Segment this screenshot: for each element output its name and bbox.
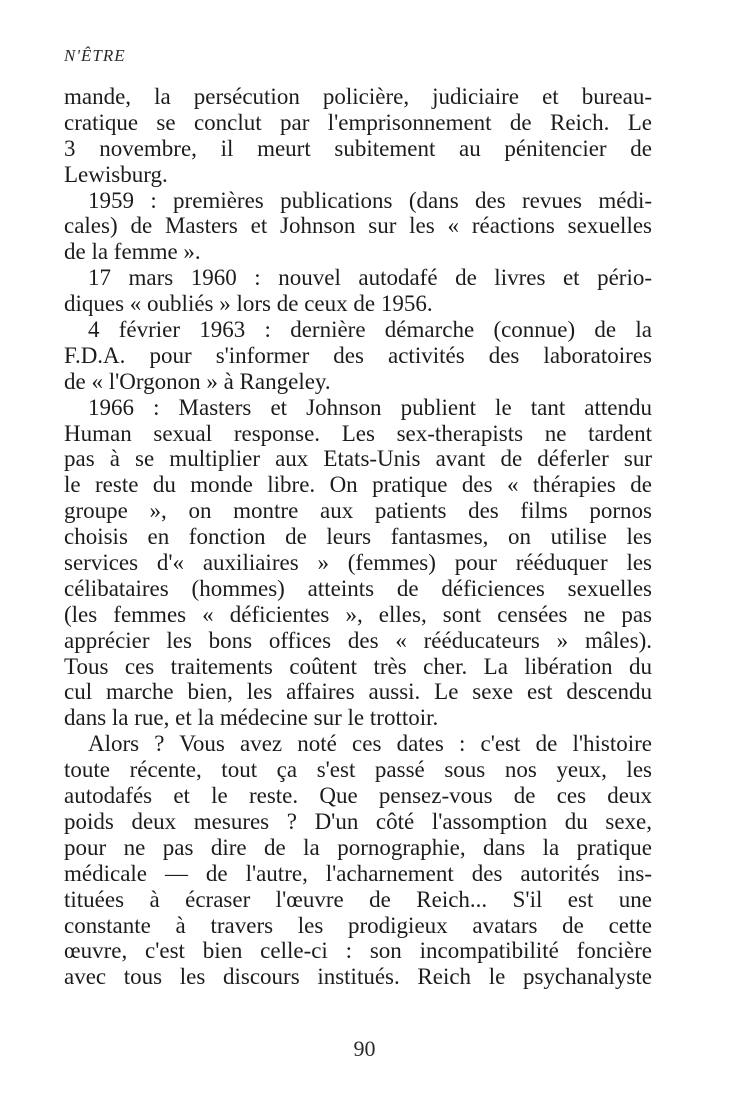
- text-line: médicale — de l'autre, l'acharnement des autorités ins-: [64, 860, 652, 886]
- text-line: (les femmes « déficientes », elles, sont censées ne pas: [64, 601, 652, 627]
- text-line: apprécier les bons offices des « rééducateurs » mâles).: [64, 627, 652, 653]
- text-line: de « l'Orgonon » à Rangeley.: [64, 368, 331, 394]
- text-line: poids deux mesures ? D'un côté l'assomption du sexe,: [64, 808, 652, 834]
- text-line: Lewisburg.: [64, 161, 168, 187]
- text-line: cul marche bien, les affaires aussi. Le sexe est descendu: [64, 679, 652, 705]
- text-line: autodafés et le reste. Que pensez-vous de ces deux: [64, 783, 652, 809]
- text-line: diques « oubliés » lors de ceux de 1956.: [64, 291, 433, 317]
- text-line: célibataires (hommes) atteints de déficiences sexuelles: [64, 575, 652, 601]
- text-line: 1959 : premières publications (dans des revues médi-: [88, 187, 652, 213]
- text-line: 1966 : Masters et Johnson publient le tant attendu: [88, 394, 652, 420]
- running-head: N'ÊTRE: [64, 46, 126, 65]
- text-line: Alors ? Vous avez noté ces dates : c'est de l'histoire: [88, 731, 652, 757]
- text-line: 3 novembre, il meurt subitement au pénitencier de: [64, 135, 652, 161]
- text-line: pas à se multiplier aux Etats-Unis avant de déferler sur: [64, 446, 652, 472]
- text-line: toute récente, tout ça s'est passé sous nos yeux, les: [64, 757, 652, 783]
- body-text: [64, 84, 652, 990]
- text-line: dans la rue, et la médecine sur le trottoir.: [64, 705, 439, 731]
- text-line: Tous ces traitements coûtent très cher. La libération du: [64, 653, 652, 679]
- text-line: choisis en fonction de leurs fantasmes, on utilise les: [64, 524, 652, 550]
- text-line: tituées à écraser l'œuvre de Reich... S'il est une: [64, 886, 652, 912]
- text-line: avec tous les discours institués. Reich le psychanalyste: [64, 964, 652, 990]
- text-line: mande, la persécution policière, judiciaire et bureau-: [64, 84, 652, 109]
- page-number: 90: [353, 1036, 376, 1061]
- text-line: F.D.A. pour s'informer des activités des laboratoires: [64, 342, 652, 368]
- text-line: cales) de Masters et Johnson sur les « réactions sexuelles: [64, 213, 652, 239]
- text-line: 17 mars 1960 : nouvel autodafé de livres et pério-: [88, 265, 652, 291]
- text-line: 4 février 1963 : dernière démarche (connue) de la: [88, 317, 652, 343]
- text-line: cratique se conclut par l'emprisonnement de Reich. Le: [64, 109, 652, 135]
- text-line: pour ne pas dire de la pornographie, dans la pratique: [64, 834, 652, 860]
- text-line: constante à travers les prodigieux avatars de cette: [64, 912, 652, 938]
- text-line: Human sexual response. Les sex-therapists ne tardent: [64, 420, 652, 446]
- text-line: de la femme ».: [64, 239, 201, 265]
- text-line: services d'« auxiliaires » (femmes) pour rééduquer les: [64, 550, 652, 576]
- text-line: œuvre, c'est bien celle-ci : son incompatibilité foncière: [64, 938, 652, 964]
- text-line: groupe », on montre aux patients des films pornos: [64, 498, 652, 524]
- text-line: le reste du monde libre. On pratique des « thérapies de: [64, 472, 652, 498]
